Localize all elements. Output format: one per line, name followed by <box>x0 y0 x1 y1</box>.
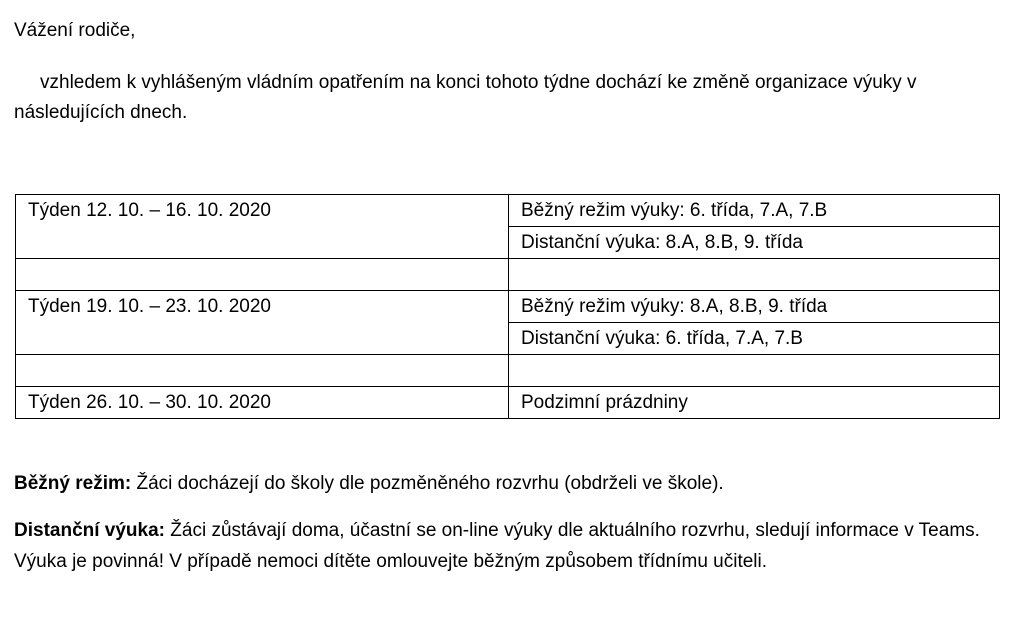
definition-distance <box>14 515 989 577</box>
week-1-label: Týden 12. 10. – 16. 10. 2020 <box>16 195 509 259</box>
week-3-note: Podzimní prázdniny <box>509 387 1000 419</box>
table-row <box>16 195 1000 227</box>
empty-cell <box>509 355 1000 387</box>
table-row <box>16 387 1000 419</box>
table-row-spacer <box>16 259 1000 291</box>
week-3-label: Týden 26. 10. – 30. 10. 2020 <box>16 387 509 419</box>
definition-regular-term: Běžný režim: <box>14 473 132 494</box>
empty-cell <box>509 259 1000 291</box>
definition-regular-text: Žáci docházejí do školy dle pozměněného rozvrhu (obdrželi ve škole). <box>131 473 724 494</box>
definition-distance-text: Žáci zůstávají doma, účastní se on-line výuky dle aktuálního rozvrhu, sledují informace v Teams. Výuka je povinná! V případě nemoci dítěte omlouvejte běžným způsobem třídnímu učiteli. <box>14 520 980 572</box>
letter-intro: vzhledem k vyhlášeným vládním opatřením na konci tohoto týdne dochází ke změně organizace výuky v následujících dnech. <box>14 72 917 123</box>
empty-cell <box>16 355 509 387</box>
table-row-spacer <box>16 355 1000 387</box>
week-2-label: Týden 19. 10. – 23. 10. 2020 <box>16 291 509 355</box>
letter-greeting: Vážení rodiče, <box>14 20 136 41</box>
week-2-regular: Běžný režim výuky: 8.A, 8.B, 9. třída <box>509 291 1000 323</box>
table-row <box>16 291 1000 323</box>
definition-regular <box>14 468 989 499</box>
definition-distance-term: Distanční výuka: <box>14 520 165 541</box>
week-2-distance: Distanční výuka: 6. třída, 7.A, 7.B <box>509 323 1000 355</box>
week-1-regular: Běžný režim výuky: 6. třída, 7.A, 7.B <box>509 195 1000 227</box>
schedule-table <box>15 194 1000 419</box>
week-1-distance: Distanční výuka: 8.A, 8.B, 9. třída <box>509 227 1000 259</box>
empty-cell <box>16 259 509 291</box>
